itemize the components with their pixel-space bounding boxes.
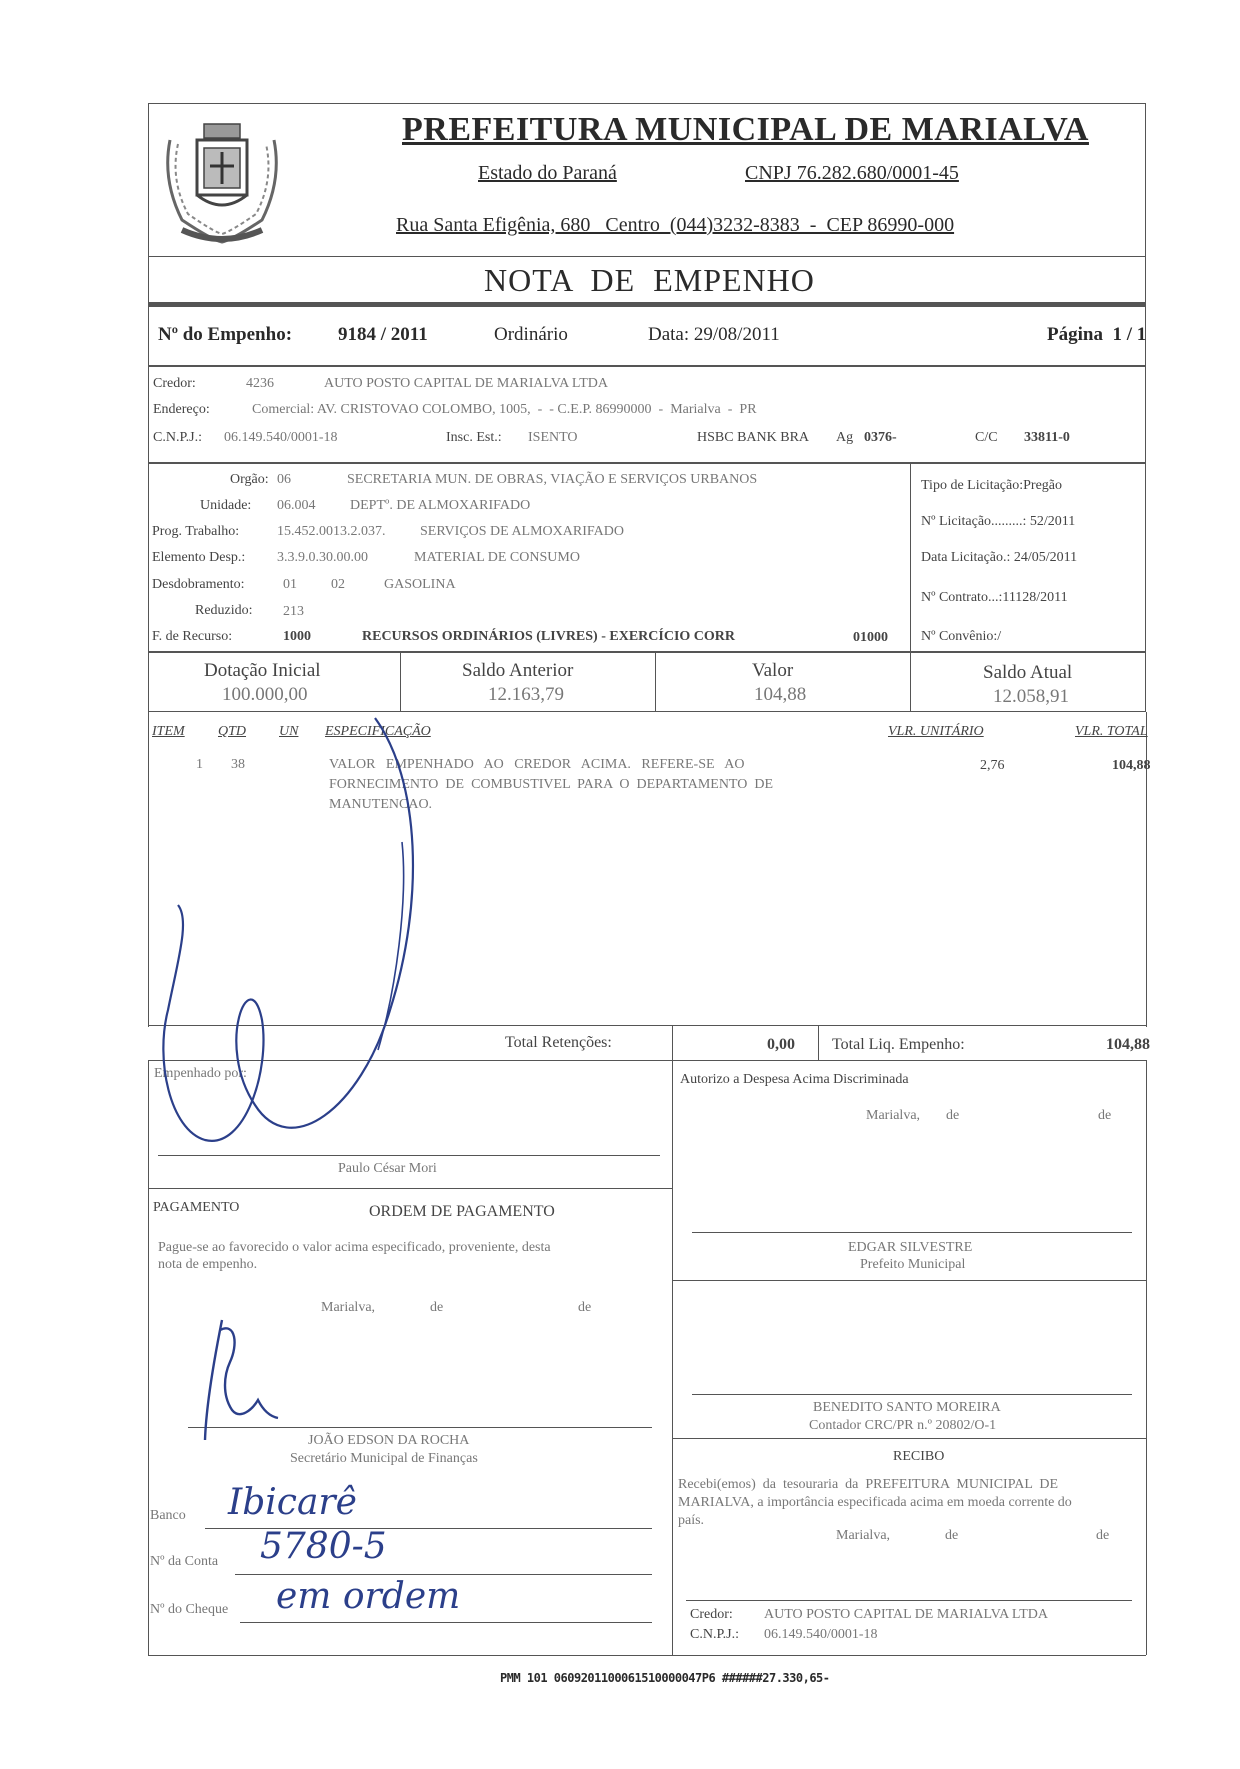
autorizo-label: Autorizo a Despesa Acima Discriminada [680, 1072, 909, 1087]
autorizo-de2: de [1098, 1108, 1112, 1123]
liq-empenho-label: Total Liq. Empenho: [832, 1036, 965, 1053]
recibo-text-line1: Recebi(emos) da tesouraria da PREFEITURA MUNICIPAL DE [678, 1477, 1059, 1492]
prog-code: 15.452.0013.2.037. [277, 524, 386, 539]
liq-empenho-value: 104,88 [1106, 1036, 1150, 1053]
retencoes-value: 0,00 [767, 1036, 795, 1053]
dotacao-value: 100.000,00 [222, 684, 308, 705]
col-especificacao: ESPECIFICAÇÃO [325, 724, 431, 739]
desdobramento-label: Desdobramento: [152, 577, 245, 592]
address-label: Endereço: [153, 402, 210, 417]
item-qtd: 38 [231, 757, 245, 772]
recibo-cnpj-label: C.N.P.J.: [690, 1627, 740, 1642]
item-spec-line3: MANUTENCAO. [329, 797, 433, 812]
col-vlr-unitario: VLR. UNITÁRIO [888, 724, 984, 739]
unidade-label: Unidade: [200, 498, 252, 513]
contrato-number: Nº Contrato...:11128/2011 [921, 590, 1068, 605]
header-state: Estado do Paraná [478, 162, 617, 184]
account-label: C/C [975, 430, 998, 445]
header-title: PREFEITURA MUNICIPAL DE MARIALVA [402, 111, 1089, 148]
secretario-name: JOÃO EDSON DA ROCHA [308, 1433, 470, 1448]
orgao-label: Orgão: [230, 472, 269, 487]
col-qtd: QTD [218, 724, 247, 739]
unidade-name: DEPTº. DE ALMOXARIFADO [350, 498, 531, 513]
licitacao-tipo: Tipo de Licitação:Pregão [921, 478, 1063, 493]
col-vlr-total: VLR. TOTAL [1075, 724, 1148, 739]
orgao-name: SECRETARIA MUN. DE OBRAS, VIAÇÃO E SERVIÇOS URBANOS [347, 472, 758, 487]
cheque-label: Nº do Cheque [150, 1602, 229, 1617]
col-item: ITEM [152, 724, 185, 739]
cheque-value: em ordem [276, 1576, 461, 1617]
valor-label: Valor [752, 660, 794, 681]
recurso-number: 01000 [853, 630, 888, 645]
dotacao-label: Dotação Inicial [204, 660, 321, 681]
unidade-code: 06.004 [277, 498, 316, 513]
agency-value: 0376- [864, 430, 897, 445]
prefeito-role: Prefeito Municipal [860, 1257, 966, 1272]
valor-value: 104,88 [754, 684, 807, 705]
elemento-name: MATERIAL DE CONSUMO [414, 550, 580, 565]
credor-code: 4236 [246, 376, 274, 391]
conta-label: Nº da Conta [150, 1554, 219, 1569]
licitacao-data: Data Licitação.: 24/05/2011 [921, 550, 1078, 565]
secretario-role: Secretário Municipal de Finanças [290, 1451, 478, 1466]
recibo-credor-label: Credor: [690, 1607, 733, 1622]
pagamento-text-line1: Pague-se ao favorecido o valor acima especificado, proveniente, desta [158, 1240, 551, 1255]
recibo-de1: de [945, 1528, 959, 1543]
header-address: Rua Santa Efigênia, 680 Centro (044)3232-8383 - CEP 86990-000 [396, 214, 955, 236]
recibo-cnpj: 06.149.540/0001-18 [764, 1627, 878, 1642]
recurso-name: RECURSOS ORDINÁRIOS (LIVRES) - EXERCÍCIO CORR [362, 629, 735, 644]
recurso-label: F. de Recurso: [152, 629, 233, 644]
empenho-type: Ordinário [494, 324, 568, 345]
insc-value: ISENTO [528, 430, 578, 445]
item-spec-line2: FORNECIMENTO DE COMBUSTIVEL PARA O DEPARTAMENTO DE [329, 777, 774, 792]
empenhado-name: Paulo César Mori [338, 1161, 437, 1176]
credor-cnpj-label: C.N.P.J.: [153, 430, 203, 445]
desdobramento-name: GASOLINA [384, 577, 456, 592]
empenhado-label: Empenhado por: [154, 1066, 247, 1081]
pagamento-place: Marialva, [321, 1300, 376, 1315]
desdobramento-b: 02 [331, 577, 345, 592]
saldo-anterior-value: 12.163,79 [488, 684, 564, 705]
credor-cnpj: 06.149.540/0001-18 [224, 430, 338, 445]
agency-label: Ag [836, 430, 854, 445]
header-cnpj: CNPJ 76.282.680/0001-45 [745, 162, 959, 184]
saldo-anterior-label: Saldo Anterior [462, 660, 574, 681]
retencoes-label: Total Retenções: [505, 1034, 612, 1051]
recibo-de2: de [1096, 1528, 1110, 1543]
item-vlr-total: 104,88 [1112, 758, 1151, 773]
credor-label: Credor: [153, 376, 196, 391]
pagamento-de2: de [578, 1300, 592, 1315]
empenho-date: Data: 29/08/2011 [648, 324, 780, 345]
elemento-label: Elemento Desp.: [152, 550, 246, 565]
credor-address: Comercial: AV. CRISTOVAO COLOMBO, 1005, - - C.E.P. 86990000 - Marialva - PR [252, 402, 757, 417]
insc-label: Insc. Est.: [446, 430, 502, 445]
autorizo-place: Marialva, [866, 1108, 921, 1123]
elemento-code: 3.3.9.0.30.00.00 [277, 550, 368, 565]
recibo-text-line2: MARIALVA, a importância especificada acima em moeda corrente do [678, 1495, 1072, 1510]
contador-name: BENEDITO SANTO MOREIRA [813, 1400, 1001, 1415]
conta-value: 5780-5 [260, 1526, 387, 1567]
item-spec-line1: VALOR EMPENHADO AO CREDOR ACIMA. REFERE-SE AO [329, 757, 745, 772]
autorizo-de1: de [946, 1108, 960, 1123]
licitacao-numero: Nº Licitação.........: 52/2011 [921, 514, 1076, 529]
col-un: UN [279, 724, 299, 739]
banco-value: Ibicarê [228, 1482, 357, 1523]
pagamento-label: PAGAMENTO [153, 1200, 240, 1215]
convenio-number: Nº Convênio:/ [921, 629, 1002, 644]
contador-role: Contador CRC/PR n.º 20802/O-1 [809, 1418, 997, 1433]
empenho-number-label: Nº do Empenho: [158, 324, 293, 345]
banco-label: Banco [150, 1508, 186, 1523]
bank-name: HSBC BANK BRA [697, 430, 810, 445]
footer-code: PMM 101 0609201100061510000047P6 ######27.330,65- [500, 1671, 830, 1685]
desdobramento-a: 01 [283, 577, 297, 592]
item-number: 1 [196, 757, 203, 772]
recibo-text-line3: país. [678, 1513, 705, 1528]
recibo-label: RECIBO [893, 1449, 945, 1464]
orgao-code: 06 [277, 472, 291, 487]
recibo-place: Marialva, [836, 1528, 891, 1543]
prog-label: Prog. Trabalho: [152, 524, 240, 539]
credor-name: AUTO POSTO CAPITAL DE MARIALVA LTDA [324, 376, 608, 391]
ordem-pagamento-label: ORDEM DE PAGAMENTO [369, 1203, 555, 1220]
reduzido-label: Reduzido: [195, 603, 253, 618]
item-vlr-unitario: 2,76 [980, 758, 1005, 773]
empenho-page: Página 1 / 1 [1047, 324, 1147, 345]
recurso-code: 1000 [283, 629, 311, 644]
pagamento-de1: de [430, 1300, 444, 1315]
prefeito-name: EDGAR SILVESTRE [848, 1240, 973, 1255]
account-value: 33811-0 [1024, 430, 1070, 445]
prog-name: SERVIÇOS DE ALMOXARIFADO [420, 524, 624, 539]
saldo-atual-label: Saldo Atual [983, 662, 1073, 683]
saldo-atual-value: 12.058,91 [993, 686, 1069, 707]
document-title: NOTA DE EMPENHO [484, 262, 815, 298]
pagamento-text-line2: nota de empenho. [158, 1257, 258, 1272]
recibo-credor-name: AUTO POSTO CAPITAL DE MARIALVA LTDA [764, 1607, 1048, 1622]
reduzido-value: 213 [283, 604, 304, 619]
empenho-number: 9184 / 2011 [338, 324, 428, 345]
